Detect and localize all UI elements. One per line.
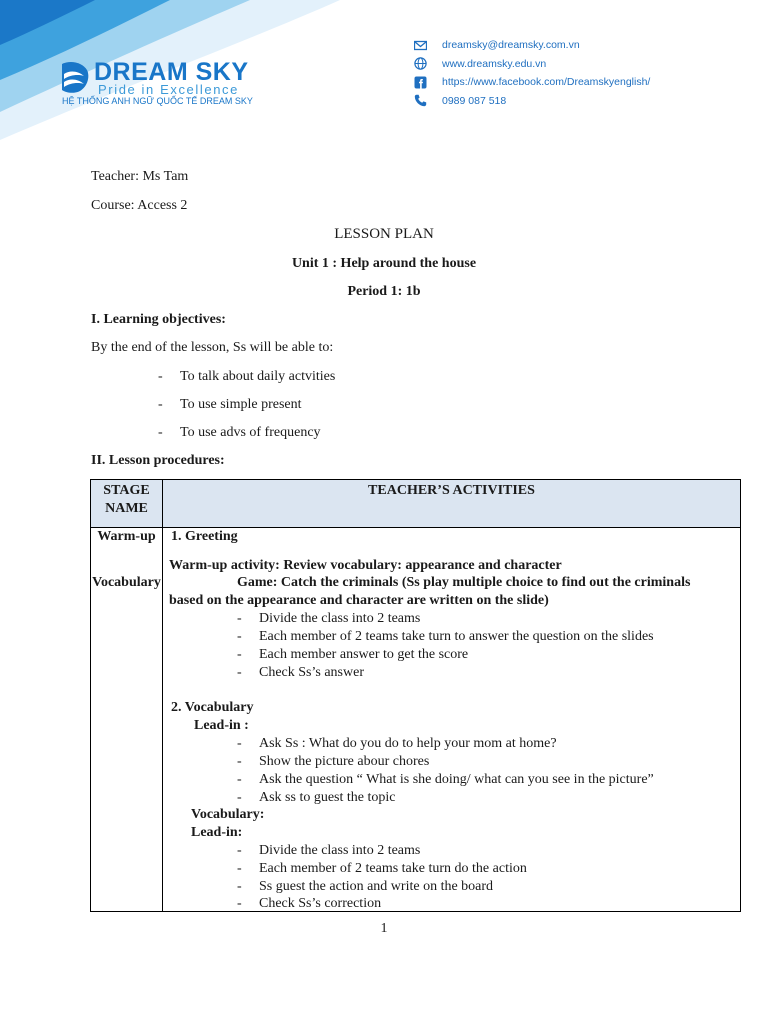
greeting-heading: 1. Greeting [171, 529, 238, 544]
section-lesson-procedures: II. Lesson procedures: [91, 453, 225, 468]
contact-facebook [414, 73, 650, 92]
vocabulary-heading: 2. Vocabulary [171, 700, 254, 715]
objectives-intro: By the end of the lesson, Ss will be able to: [91, 340, 334, 355]
warmup-activity: Warm-up activity: Review vocabulary: appearance and character [169, 558, 562, 573]
unit-title: Unit 1 : Help around the house [291, 256, 477, 271]
phone-icon [414, 94, 427, 107]
objective-item: - To use simple present [158, 397, 302, 412]
teacher-name: Teacher: Ms Tam [91, 169, 189, 184]
brand-name: DREAM SKY [94, 58, 249, 86]
objective-item: - To talk about daily actvities [158, 369, 336, 384]
contact-website [414, 55, 650, 74]
stage-warmup: Warm-up [97, 529, 156, 544]
globe-icon [414, 57, 427, 70]
contact-list [414, 36, 650, 110]
brand-subtitle: HỆ THỐNG ANH NGỮ QUỐC TẾ DREAM SKY [62, 96, 253, 106]
course-name: Course: Access 2 [91, 198, 188, 213]
game-description-cont: based on the appearance and character are written on the slide) [169, 593, 549, 608]
stage-vocabulary: Vocabulary [92, 575, 161, 590]
warmup-step: - Each member of 2 teams take turn to answer the question on the slides [237, 629, 654, 644]
vocab-step: - Each member of 2 teams take turn do the action [237, 861, 527, 876]
leadin-step: - Ask Ss : What do you do to help your mom at home? [237, 736, 557, 751]
header-teachers-activities: TEACHER’S ACTIVITIES [368, 483, 535, 498]
vocab-step: - Divide the class into 2 teams [237, 843, 421, 858]
leadin-label-2: Lead-in: [191, 825, 243, 840]
leadin-step: - Ask the question “ What is she doing/ what can you see in the picture” [237, 772, 654, 787]
vocabulary-label: Vocabulary: [191, 807, 265, 822]
contact-phone-text[interactable]: 0989 087 518 [442, 94, 507, 107]
contact-facebook-text[interactable]: https://www.facebook.com/Dreamskyenglish/ [442, 76, 651, 89]
vocab-step: - Ss guest the action and write on the board [237, 879, 494, 894]
game-description: Game: Catch the criminals (Ss play multiple choice to find out the criminals [237, 575, 691, 590]
contact-website-text[interactable]: www.dreamsky.edu.vn [442, 57, 547, 70]
objective-item: - To use advs of frequency [158, 425, 321, 440]
facebook-icon [414, 76, 427, 89]
warmup-step: - Check Ss’s answer [237, 665, 364, 680]
lesson-procedure-table [90, 479, 741, 912]
header-stage-name: STAGE NAME [103, 483, 150, 516]
warmup-step: - Divide the class into 2 teams [237, 611, 421, 626]
contact-email-text[interactable]: dreamsky@dreamsky.com.vn [442, 39, 580, 52]
contact-phone [414, 92, 650, 111]
dream-sky-logo [60, 58, 260, 108]
leadin-step: - Show the picture abour chores [237, 754, 430, 769]
logo-mark-icon [60, 60, 90, 94]
warmup-step: - Each member answer to get the score [237, 647, 469, 662]
column-divider [162, 480, 163, 911]
leadin-label: Lead-in : [194, 718, 249, 733]
vocab-step: - Check Ss’s correction [237, 896, 382, 911]
mail-icon [414, 39, 427, 52]
page-number: 1 [380, 921, 388, 936]
leadin-step: - Ask ss to guest the topic [237, 790, 396, 805]
page-title: LESSON PLAN [334, 226, 434, 242]
section-learning-objectives: I. Learning objectives: [91, 312, 226, 327]
contact-email [414, 36, 650, 55]
brand-tagline: Pride in Excellence [98, 82, 239, 97]
period-title: Period 1: 1b [347, 284, 421, 299]
